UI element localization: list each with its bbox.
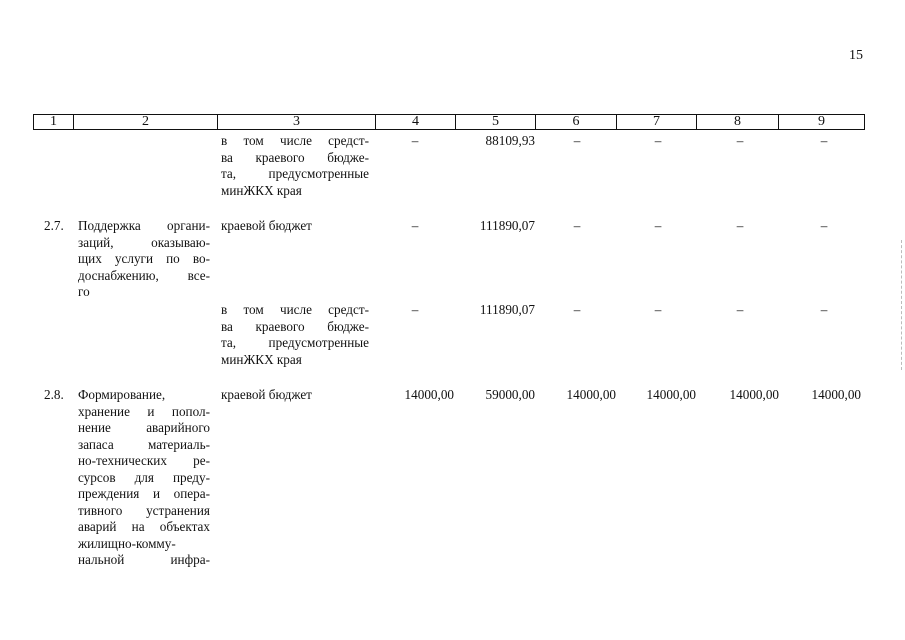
name-line: тивного устранения [78, 502, 210, 518]
name-line: Поддержка органи- [78, 218, 210, 233]
value-col-8: – [736, 302, 744, 317]
value-col-4: – [411, 218, 419, 233]
source-line: та, предусмотренные [221, 335, 369, 350]
value-col-9: – [820, 302, 828, 317]
value-col-4: – [411, 133, 419, 148]
header-col-5: 5 [455, 114, 536, 130]
header-col-2: 2 [73, 114, 218, 130]
name-line: нальной инфра- [78, 552, 210, 567]
name-line: хранение и попол- [78, 403, 210, 419]
header-col-4: 4 [375, 114, 456, 130]
header-col-6: 6 [535, 114, 617, 130]
header-col-3: 3 [217, 114, 376, 130]
source-line: та, предусмотренные [221, 166, 369, 181]
source-line: ва краевого бюдже- [221, 149, 369, 165]
page-number: 15 [849, 48, 863, 63]
value-col-9: – [820, 218, 828, 233]
value-col-7: 14000,00 [646, 387, 696, 402]
value-col-6: 14000,00 [566, 387, 616, 402]
value-col-9: 14000,00 [811, 387, 861, 402]
row-number: 2.7. [44, 218, 64, 233]
source-line: ва краевого бюдже- [221, 318, 369, 334]
value-col-6: – [573, 133, 581, 148]
row-number: 2.8. [44, 387, 64, 402]
value-col-6: – [573, 218, 581, 233]
header-col-7: 7 [616, 114, 697, 130]
value-col-7: – [654, 302, 662, 317]
value-col-7: – [654, 133, 662, 148]
source-line: в том числе средст- [221, 133, 369, 148]
scan-edge-mark [901, 240, 904, 370]
value-col-5: 59000,00 [485, 387, 535, 402]
value-col-8: – [736, 133, 744, 148]
source-line: краевой бюджет [221, 387, 312, 402]
name-line: запаса материаль- [78, 436, 210, 452]
name-line: преждения и опера- [78, 486, 210, 501]
value-col-8: 14000,00 [729, 387, 779, 402]
value-col-5: 111890,07 [479, 218, 535, 233]
name-line: жилищно-комму- [78, 535, 176, 551]
source-line: минЖКХ края [221, 351, 302, 367]
value-col-5: 111890,07 [479, 302, 535, 317]
value-col-4: 14000,00 [404, 387, 454, 402]
column-header-row [33, 114, 865, 130]
source-line: в том числе средст- [221, 302, 369, 317]
value-col-9: – [820, 133, 828, 148]
name-line: щих услуги по во- [78, 251, 210, 266]
name-line: заций, оказываю- [78, 234, 210, 250]
header-col-1: 1 [33, 114, 74, 130]
header-col-9: 9 [778, 114, 865, 130]
name-line: аварий на объектах [78, 519, 210, 534]
value-col-8: – [736, 218, 744, 233]
header-col-8: 8 [696, 114, 779, 130]
value-col-7: – [654, 218, 662, 233]
name-line: го [78, 284, 90, 299]
name-line: но-технических ре- [78, 453, 210, 468]
value-col-5: 88109,93 [485, 133, 535, 148]
name-line: доснабжению, все- [78, 267, 210, 283]
value-col-6: – [573, 302, 581, 317]
name-line: Формирование, [78, 387, 166, 402]
source-line: краевой бюджет [221, 218, 312, 233]
value-col-4: – [411, 302, 419, 317]
source-line: минЖКХ края [221, 182, 302, 198]
name-line: сурсов для преду- [78, 469, 210, 485]
name-line: нение аварийного [78, 420, 210, 435]
